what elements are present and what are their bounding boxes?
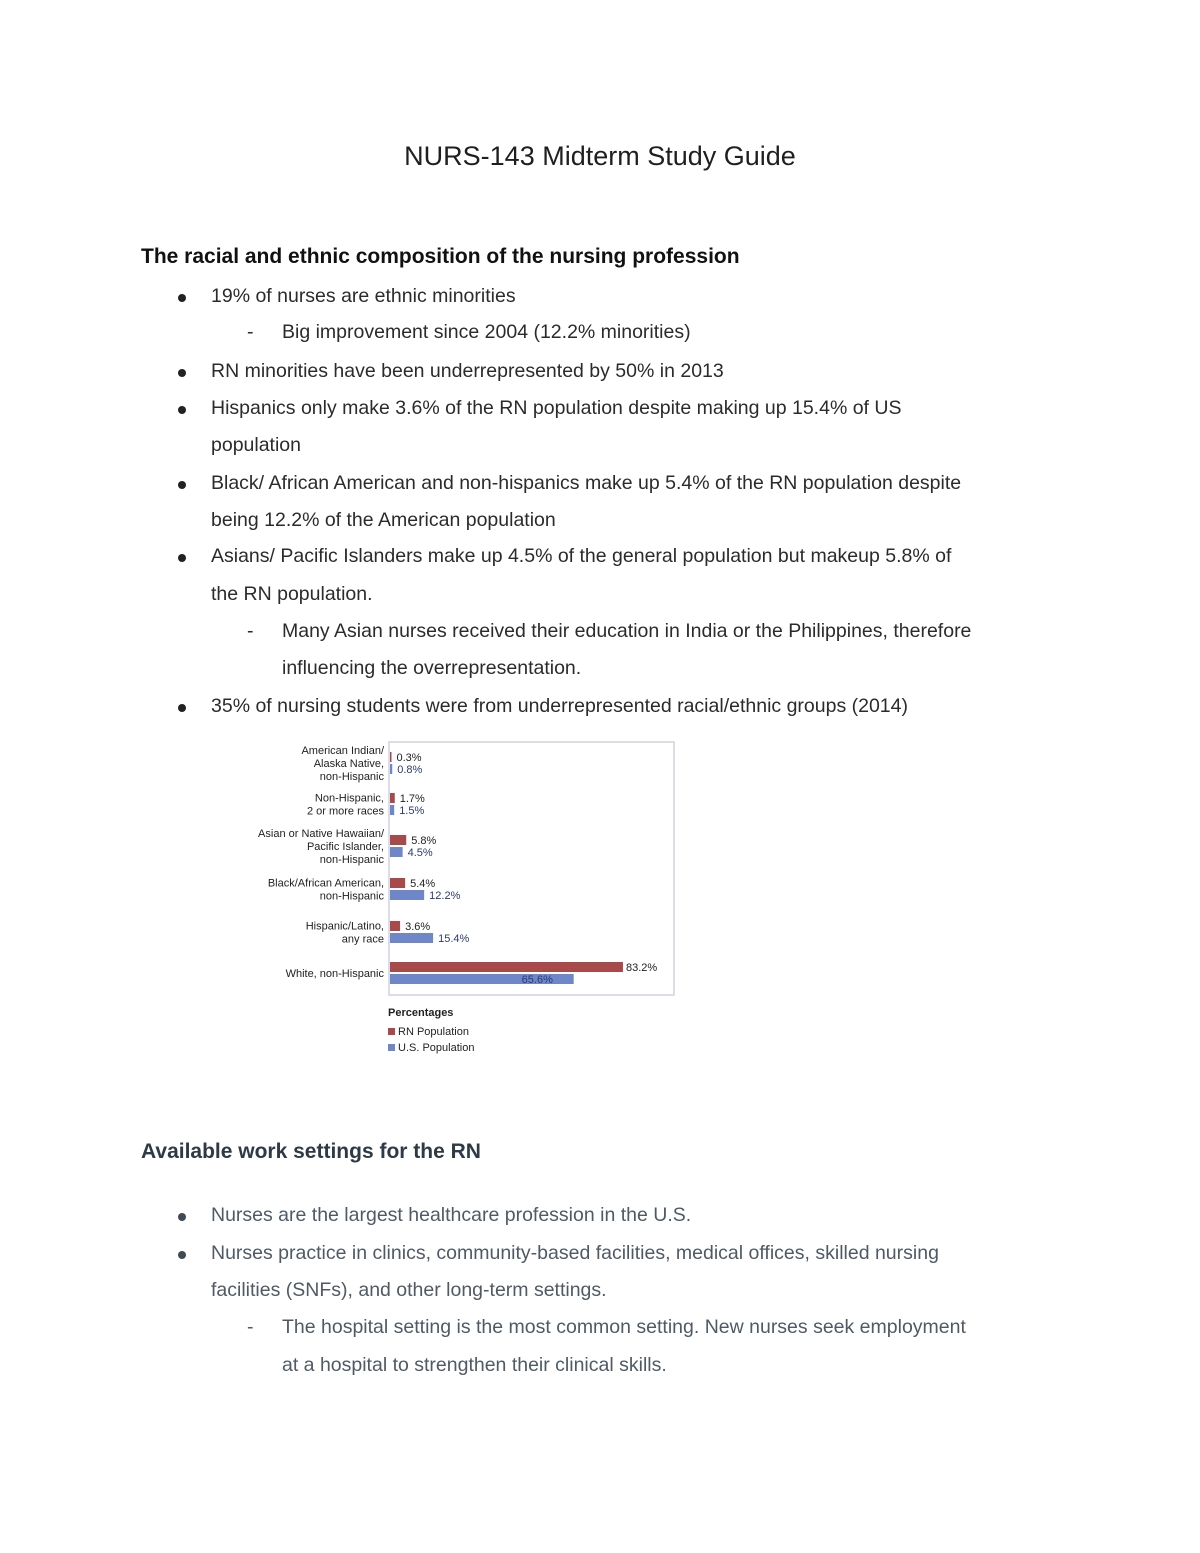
sub-list-item-continued: at a hospital to strengthen their clinical skills. (282, 1354, 667, 1376)
ethnicity-bar-chart (240, 735, 690, 1065)
list-item: RN minorities have been underrepresented by 50% in 2013 (211, 360, 724, 382)
dash-marker: - (247, 620, 254, 642)
sub-list-item: Many Asian nurses received their education in India or the Philippines, therefore (282, 620, 972, 642)
data-label: 1.7% (399, 793, 425, 805)
us-population-bar (390, 764, 392, 774)
data-label: 12.2% (429, 890, 461, 902)
data-label: 5.4% (410, 878, 436, 890)
bullet-point-icon (178, 369, 186, 377)
rn-population-bar (390, 962, 623, 972)
list-item: 35% of nursing students were from underrepresented racial/ethnic groups (2014) (211, 695, 908, 717)
legend-label: U.S. Population (398, 1042, 475, 1054)
bullet-point-icon (178, 554, 186, 562)
sub-list-item: The hospital setting is the most common setting. New nurses seek employment (282, 1316, 966, 1338)
legend-swatch-us (388, 1044, 395, 1051)
data-label: 3.6% (405, 921, 431, 933)
list-item: Black/ African American and non-hispanics make up 5.4% of the RN population despite (211, 472, 962, 494)
category-label: Hispanic/Latino, any race (305, 920, 384, 946)
list-item-continued: being 12.2% of the American population (211, 509, 556, 531)
bullet-point-icon (178, 1213, 186, 1221)
rn-population-bar (390, 752, 392, 762)
legend-title: Percentages (388, 1007, 454, 1019)
category-label: American Indian/ Alaska Native, non-Hispanic (301, 745, 384, 783)
category-label: Asian or Native Hawaiian/ Pacific Islander, non-Hispanic (258, 828, 384, 866)
data-label: 0.3% (396, 752, 422, 764)
rn-population-bar (390, 878, 405, 888)
sub-list-item: Big improvement since 2004 (12.2% minorities) (282, 321, 691, 343)
legend-swatch-rn (388, 1028, 395, 1035)
data-label: 4.5% (407, 847, 433, 859)
us-population-bar (390, 933, 433, 943)
list-item: Nurses practice in clinics, community-based facilities, medical offices, skilled nursing (211, 1242, 939, 1264)
section-heading-work-settings: Available work settings for the RN (141, 1140, 481, 1163)
category-label: Non-Hispanic, 2 or more races (306, 792, 384, 818)
data-label: 65.6% (521, 974, 553, 986)
sub-list-item-continued: influencing the overrepresentation. (282, 657, 582, 679)
data-label: 1.5% (399, 805, 425, 817)
chart-svg (240, 735, 690, 1065)
list-item-continued: population (211, 434, 301, 456)
us-population-bar (390, 805, 394, 815)
list-item: 19% of nurses are ethnic minorities (211, 285, 516, 307)
dash-marker: - (247, 321, 254, 343)
bullet-point-icon (178, 1251, 186, 1259)
rn-population-bar (390, 835, 406, 845)
legend-label: RN Population (398, 1026, 469, 1038)
rn-population-bar (390, 921, 400, 931)
us-population-bar (390, 847, 403, 857)
document-title: NURS-143 Midterm Study Guide (404, 141, 796, 171)
bullet-point-icon (178, 704, 186, 712)
rn-population-bar (390, 793, 395, 803)
list-item: Hispanics only make 3.6% of the RN population despite making up 15.4% of US (211, 397, 902, 419)
bullet-point-icon (178, 294, 186, 302)
list-item: Asians/ Pacific Islanders make up 4.5% of the general population but makeup 5.8% of (211, 545, 952, 567)
list-item: Nurses are the largest healthcare profession in the U.S. (211, 1204, 692, 1226)
list-item-continued: facilities (SNFs), and other long-term settings. (211, 1279, 607, 1301)
bullet-point-icon (178, 406, 186, 414)
list-item-continued: the RN population. (211, 583, 373, 605)
data-label: 0.8% (397, 764, 423, 776)
dash-marker: - (247, 1316, 254, 1338)
section-heading-racial-composition: The racial and ethnic composition of the nursing profession (141, 245, 740, 268)
category-label: Black/African American, non-Hispanic (267, 877, 384, 903)
data-label: 15.4% (438, 933, 470, 945)
us-population-bar (390, 890, 424, 900)
data-label: 5.8% (411, 835, 437, 847)
bullet-point-icon (178, 481, 186, 489)
category-label: White, non-Hispanic (285, 968, 384, 980)
data-label: 83.2% (625, 962, 658, 974)
plot-frame (389, 742, 674, 995)
